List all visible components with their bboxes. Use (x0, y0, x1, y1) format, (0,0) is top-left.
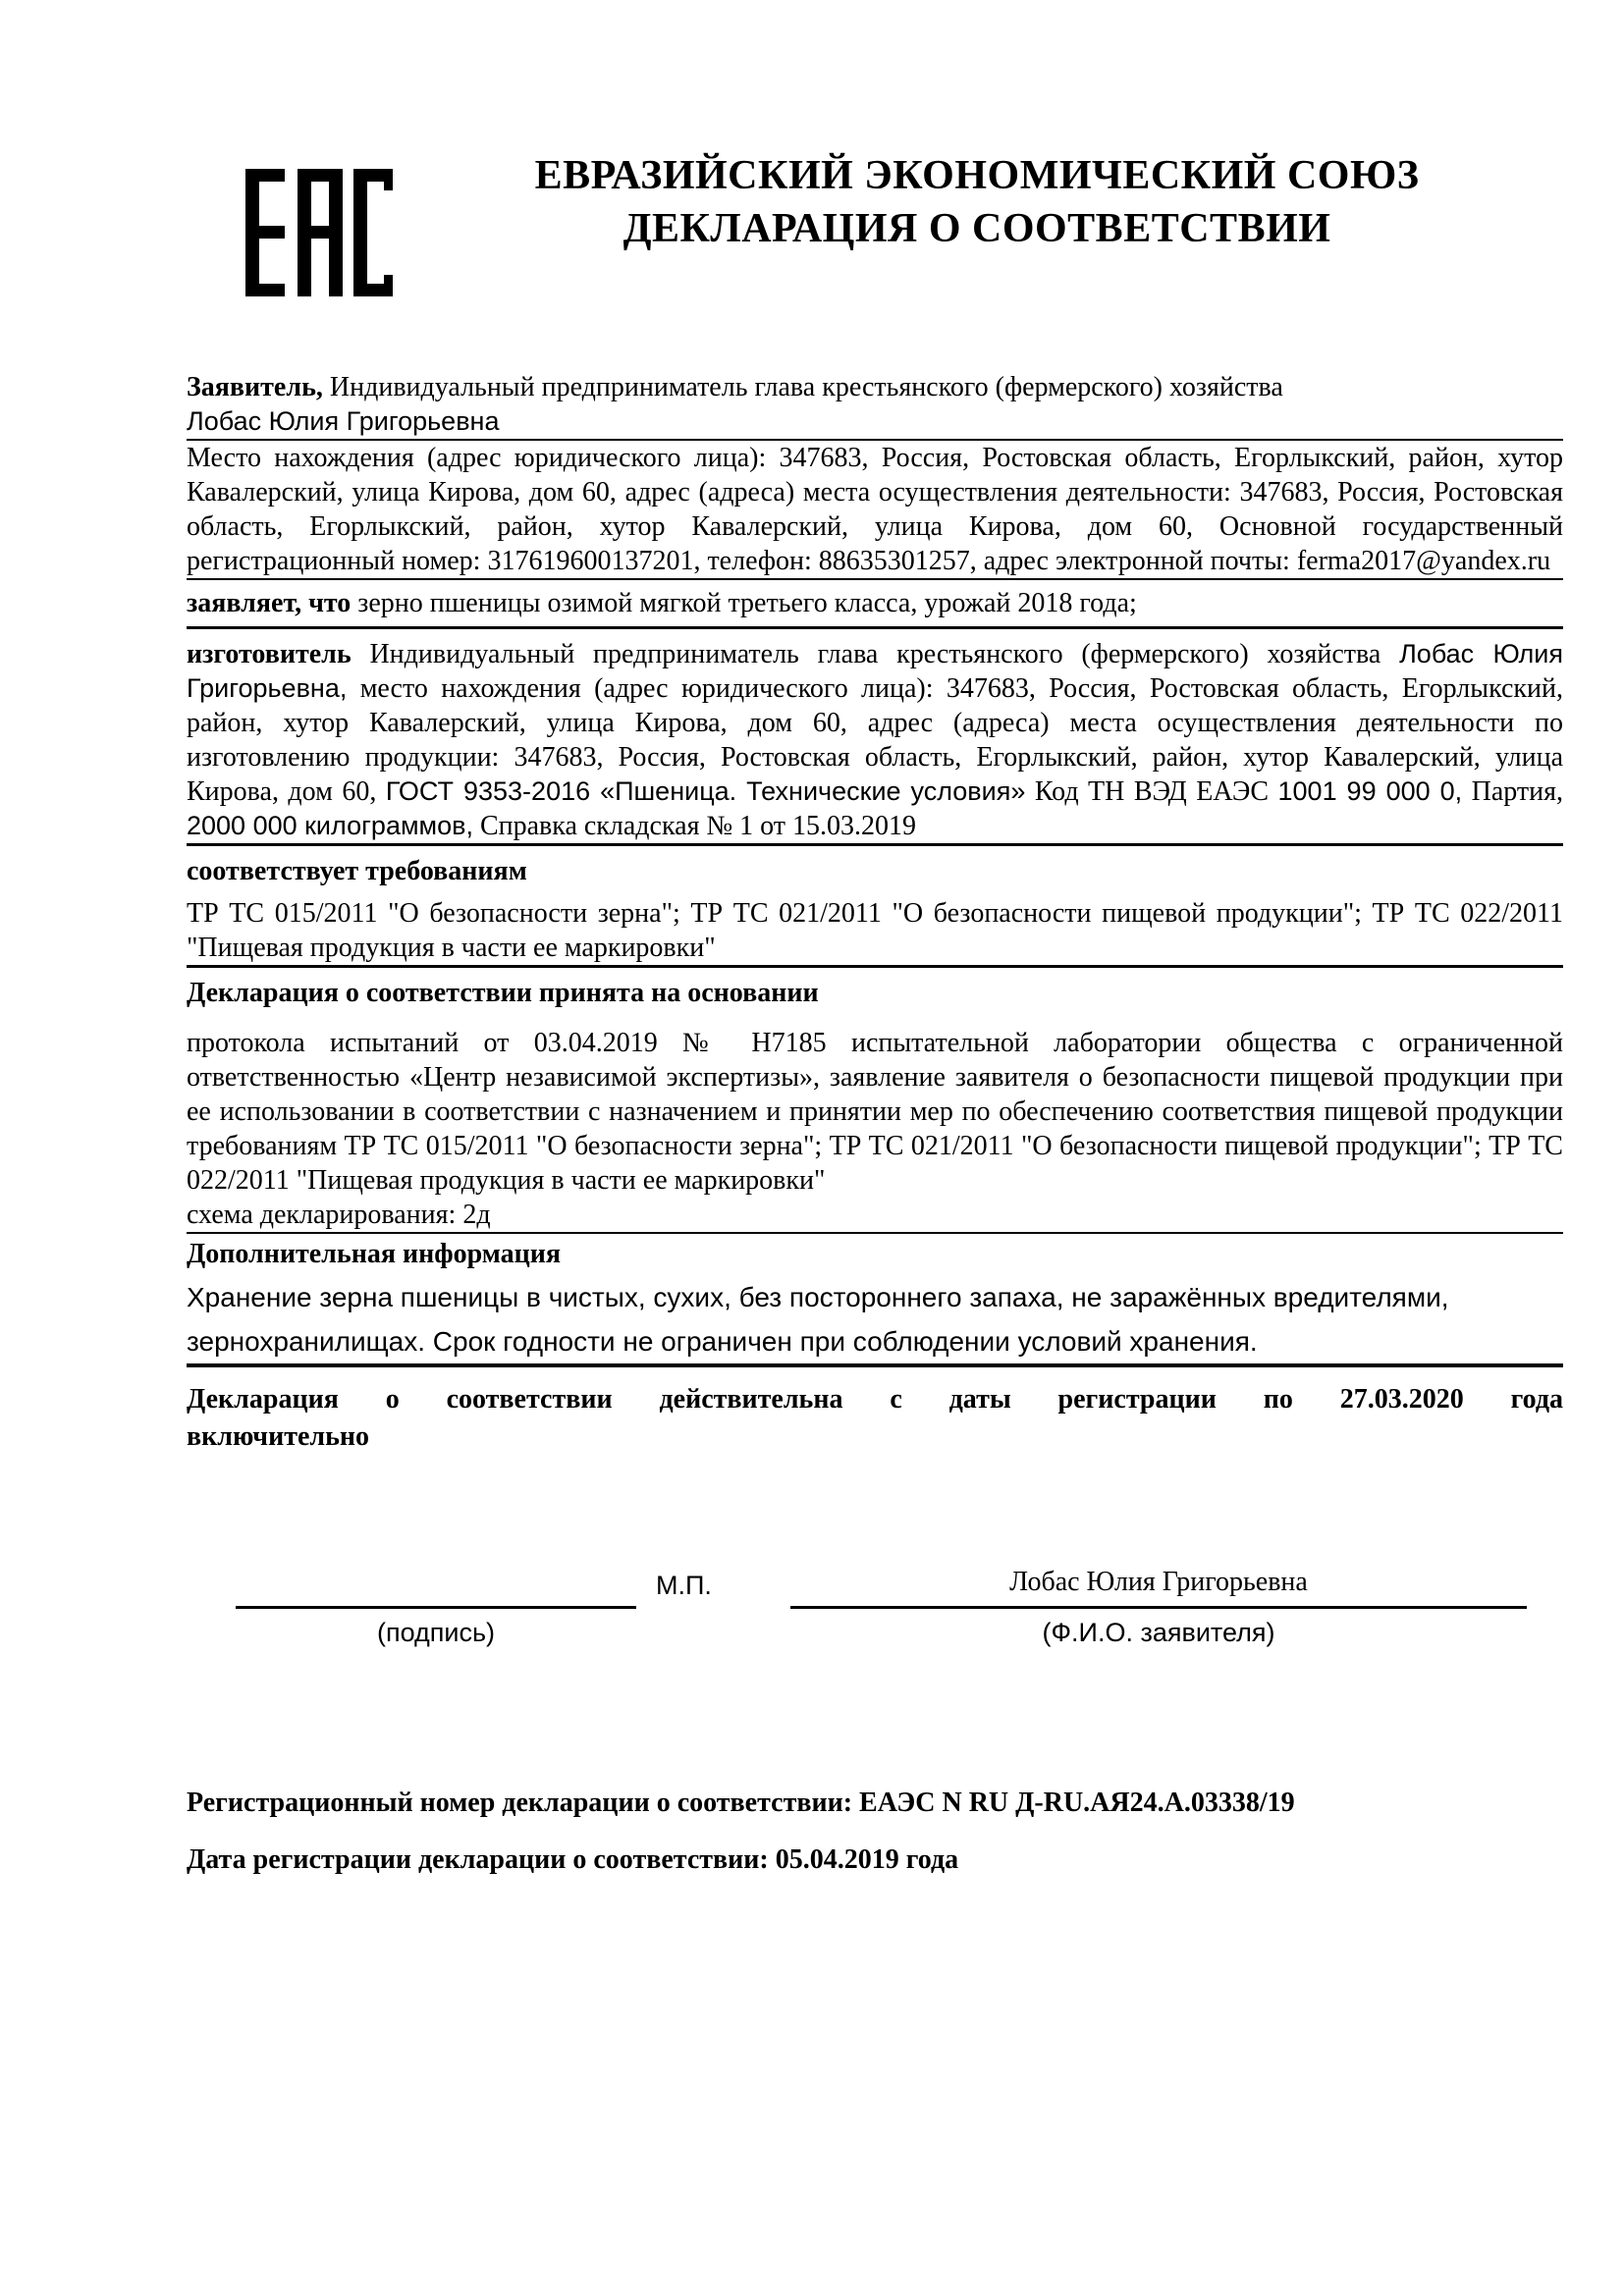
applicant-paragraph: Заявитель, Индивидуальный предприниматель глава крестьянского (фермерского) хозяйства Лобас Юлия Григорьевна (187, 372, 1283, 436)
applicant-name-line (790, 1606, 1527, 1609)
section-divider (187, 965, 1563, 968)
additional-info-paragraph: Хранение зерна пшеницы в чистых, сухих, без постороннего запаха, не заражённых вредителями, зернохранилищах. Срок годности не ограничен при соблюдении условий хранения. (187, 1282, 1449, 1357)
validity-paragraph (187, 1381, 1563, 1456)
title-line-union: ЕВРАЗИЙСКИЙ ЭКОНОМИЧЕСКИЙ СОЮЗ (534, 153, 1420, 198)
stamp-place-label: М.П. (656, 1571, 712, 1600)
conforms-heading: соответствует требованиям (187, 856, 527, 886)
requirements-paragraph: ТР ТС 015/2011 "О безопасности зерна"; ТР ТС 021/2011 "О безопасности пищевой продукции"; ТР ТС 022/2011 "Пищевая продукция в части ее маркировки" (187, 898, 1563, 963)
section-divider (187, 843, 1563, 846)
section-divider (187, 626, 1563, 629)
section-divider-thick (187, 1363, 1563, 1367)
title-line-declaration: ДЕКЛАРАЦИЯ О СООТВЕТСТВИИ (623, 206, 1331, 251)
registration-date-line: Дата регистрации декларации о соответствии: 05.04.2019 года (187, 1844, 959, 1875)
eac-mark-logo (245, 169, 393, 296)
declares-line: заявляет, что зерно пшеницы озимой мягкой третьего класса, урожай 2018 года; (187, 588, 1137, 618)
manufacturer-paragraph: изготовитель Индивидуальный предприниматель глава крестьянского (фермерского) хозяйства Лобас Юлия Григорьевна, место нахождения (адрес юридического лица): 347683, Россия, Ростовская область, Егорлыкский, район, хутор Кавалерский, улица Кирова, дом 60, адрес (адреса) места осуществления деятельности по изготовлению продукции: 347683, Россия, Ростовская область, Егорлыкский, район, хутор Кавалерский, улица Кирова, дом 60, ГОСТ 9353-2016 «Пшеница. Технические условия» Код ТН ВЭД ЕАЭС 1001 99 000 0, Партия, 2000 000 килограммов, Справка складская № 1 от 15.03.2019 (187, 639, 1563, 841)
document-title (391, 149, 1563, 255)
validity-line-1: Декларация о соответствии действительна с даты регистрации по 27.03.2020 года (187, 1384, 1563, 1415)
additional-info-heading: Дополнительная информация (187, 1239, 562, 1269)
registration-number-line: Регистрационный номер декларации о соответствии: ЕАЭС N RU Д-RU.АЯ24.А.03338/19 (187, 1788, 1295, 1818)
section-divider (187, 1232, 1563, 1234)
declaration-scheme-line: схема декларирования: 2д (187, 1200, 491, 1230)
validity-line-2: включительно (187, 1421, 370, 1452)
applicant-name-caption: (Ф.И.О. заявителя) (1042, 1618, 1275, 1647)
signature-line (236, 1606, 636, 1609)
basis-paragraph: протокола испытаний от 03.04.2019 № Н7185 испытательной лаборатории общества с ограниченной ответственностью «Центр независимой экспертизы», заявление заявителя о безопасности пищевой продукции при ее использовании в соответствии с назначением и принятии мер по обеспечению соответствия пищевой продукции требованиям ТР ТС 015/2011 "О безопасности зерна"; ТР ТС 021/2011 "О безопасности пищевой продукции"; ТР ТС 022/2011 "Пищевая продукция в части ее маркировки" (187, 1028, 1563, 1196)
document-body (187, 370, 1563, 1456)
basis-heading: Декларация о соответствии принята на основании (187, 978, 819, 1008)
applicant-name-text: Лобас Юлия Григорьевна (1009, 1567, 1308, 1597)
signature-caption: (подпись) (376, 1618, 496, 1647)
applicant-address-paragraph: Место нахождения (адрес юридического лица): 347683, Россия, Ростовская область, Егорлыкский, район, хутор Кавалерский, улица Кирова, дом 60, адрес (адреса) места осуществления деятельности: 347683, Россия, Ростовская область, Егорлыкский, район, хутор Кавалерский, улица Кирова, дом 60, Основной государственный регистрационный номер: 317619600137201, телефон: 88635301257, адрес электронной почты: ferma2017@yandex.ru (187, 443, 1563, 576)
